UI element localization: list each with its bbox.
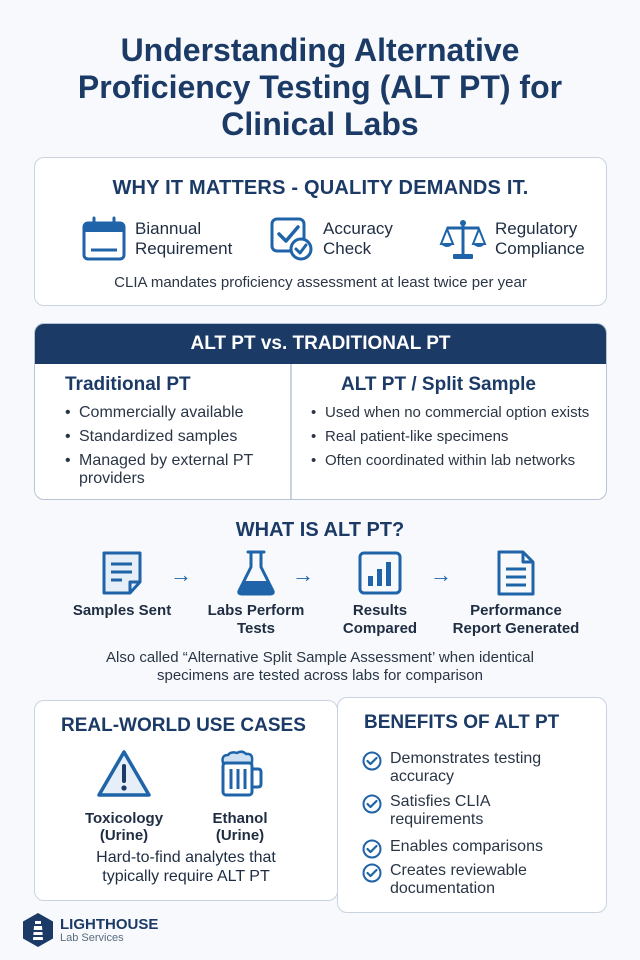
list-item: Enables comparisons	[362, 838, 590, 859]
accuracy-item: Accuracy Check	[269, 214, 393, 264]
comparison-card	[34, 323, 607, 500]
check-circle-icon	[362, 794, 382, 814]
benefits-card	[337, 697, 607, 913]
check-circle-icon	[362, 863, 382, 883]
list-item: • Managed by external PT providers	[65, 452, 255, 488]
list-item: • Real patient-like specimens	[311, 428, 601, 446]
use-cases-card	[34, 700, 338, 901]
lighthouse-logo-icon	[22, 912, 54, 948]
arrow-icon: →	[430, 562, 452, 587]
logo-subtitle: Lab Services	[60, 931, 124, 944]
use-case-toxicology: Toxicology (Urine)	[79, 749, 169, 844]
step-results-compared: Results Compared	[320, 548, 440, 638]
benefits-heading: BENEFITS OF ALT PT	[364, 712, 560, 733]
traditional-column	[65, 374, 285, 494]
flask-icon	[236, 549, 276, 597]
traditional-title: Traditional PT	[65, 374, 191, 395]
comparison-divider	[290, 364, 292, 500]
calendar-icon	[81, 216, 127, 262]
list-item: • Standardized samples	[65, 428, 285, 446]
list-item: Demonstrates testing accuracy	[362, 750, 570, 786]
list-item: • Often coordinated within lab networks	[311, 452, 601, 470]
biannual-item: Biannual Requirement	[81, 214, 232, 264]
document-icon	[100, 550, 144, 596]
check-circle-icon	[362, 839, 382, 859]
list-item: Creates reviewable documentation	[362, 862, 550, 898]
report-icon	[496, 549, 536, 597]
list-item: • Used when no commercial option exists	[311, 404, 601, 422]
warning-icon	[96, 749, 152, 799]
use-case-ethanol: Ethanol (Urine)	[195, 749, 285, 844]
why-it-matters-card	[34, 157, 607, 306]
what-footer: Also called “Alternative Split Sample Assessment’ when identical specimens are tested across labs for comparison	[106, 649, 534, 684]
step-samples-sent: Samples Sent	[62, 548, 182, 620]
arrow-icon: →	[170, 562, 192, 587]
regulatory-item: Regulatory Compliance	[439, 214, 585, 264]
bar-chart-icon	[357, 550, 403, 596]
company-logo	[22, 912, 158, 948]
comparison-heading: ALT PT vs. TRADITIONAL PT	[35, 324, 606, 364]
check-circle-icon	[362, 751, 382, 771]
why-heading: WHY IT MATTERS - QUALITY DEMANDS IT.	[112, 177, 529, 199]
list-item: • Commercially available	[65, 404, 285, 422]
checkmark-icon	[269, 216, 315, 262]
step-report-generated: Performance Report Generated	[446, 548, 586, 638]
what-heading: WHAT IS ALT PT?	[235, 519, 405, 541]
list-item: Satisfies CLIA requirements	[362, 793, 540, 829]
page-title: Understanding Alternative Proficiency Testing (ALT PT) for Clinical Labs	[77, 32, 563, 142]
alt-column	[311, 374, 601, 476]
step-labs-perform: Labs Perform Tests	[196, 548, 316, 638]
use-cases-footer: Hard-to-find analytes that typically require ALT PT	[96, 849, 276, 885]
arrow-icon: →	[292, 562, 314, 587]
scales-icon	[439, 216, 487, 262]
why-footer: CLIA mandates proficiency assessment at least twice per year	[114, 274, 527, 291]
logo-brand: LIGHTHOUSE	[60, 915, 159, 933]
alt-title: ALT PT / Split Sample	[341, 374, 536, 395]
use-cases-heading: REAL-WORLD USE CASES	[61, 715, 306, 736]
beer-mug-icon	[215, 749, 265, 799]
